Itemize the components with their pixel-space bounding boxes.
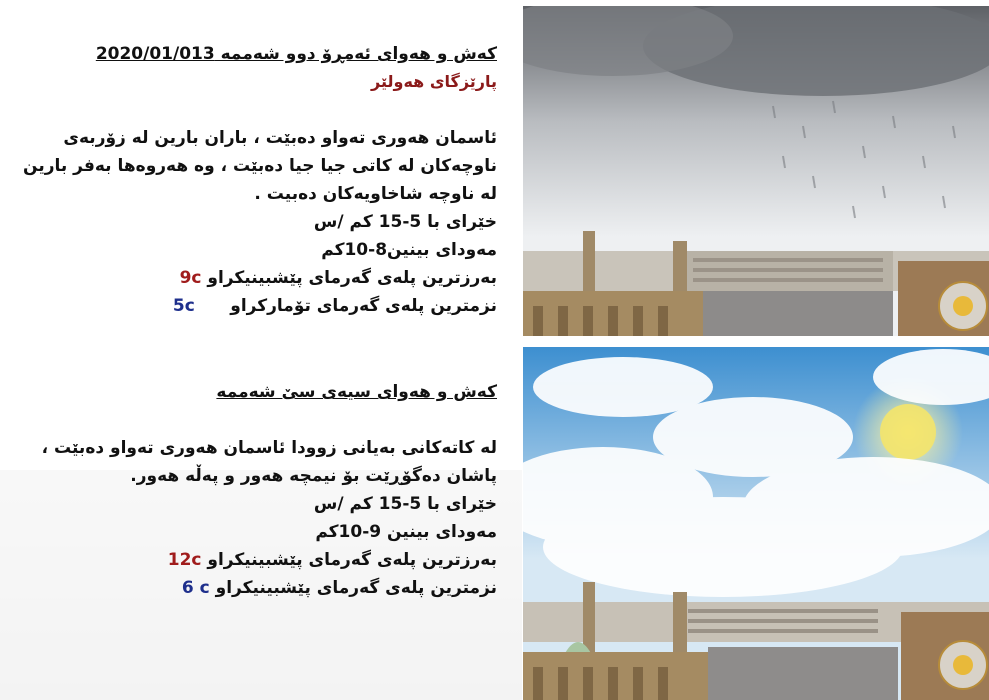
min-temperature-row	[17, 574, 497, 602]
tuesday-forecast	[17, 378, 497, 602]
description-line: لە ناوچە شاخاویەکان دەبیت .	[254, 184, 497, 204]
max-temperature-label: بەرزترین پلەی گەرمای پێشبینیکراو	[207, 268, 497, 288]
today-forecast	[17, 40, 497, 320]
wind-speed: خێرای با 5-15 کم /س	[313, 212, 497, 232]
min-temperature-label: نزمترین پلەی گەرمای پێشبینیکراو	[215, 578, 497, 598]
description-line: ناوچەکان لە کاتی جیا جیا دەبێت ، وە هەروەها بەفر بارین	[23, 156, 497, 176]
max-temperature-row	[17, 264, 497, 292]
visibility: مەودای بینین8-10کم	[321, 240, 497, 260]
max-temperature-value: 9c	[179, 268, 202, 288]
sunny-city-photo	[523, 347, 989, 700]
max-temperature-value: 12c	[167, 550, 202, 570]
description-line: ئاسمان هەوری تەواو دەبێت ، باران بارین لە زۆربەی	[63, 128, 497, 148]
visibility: مەودای بینین 9-10کم	[315, 522, 497, 542]
today-heading: كەش و هەوای ئەمڕۆ دوو شەممە 2020/01/013	[95, 44, 497, 64]
min-temperature-value: 5c	[172, 296, 195, 316]
wind-speed: خێرای با 5-15 کم /س	[313, 494, 497, 514]
tuesday-heading: كەش و هەوای سیەی سێ شەممە	[216, 382, 497, 402]
description-line: پاشان دەگۆڕێت بۆ نیمچە هەور و پەڵە هەور.	[130, 466, 497, 486]
province-name: پارێزگای هەولێر	[371, 72, 497, 91]
min-temperature-value: 6 c	[181, 578, 210, 598]
min-temperature-label: نزمترین پلەی گەرمای تۆمارکراو	[230, 296, 497, 316]
min-temperature-row	[17, 292, 497, 320]
max-temperature-row	[17, 546, 497, 574]
max-temperature-label: بەرزترین پلەی گەرمای پێشبینیکراو	[207, 550, 497, 570]
description-line: لە کاتەکانی بەیانی زوودا ئاسمان هەوری تەواو دەبێت ،	[41, 438, 497, 458]
rainy-city-photo	[523, 6, 989, 336]
